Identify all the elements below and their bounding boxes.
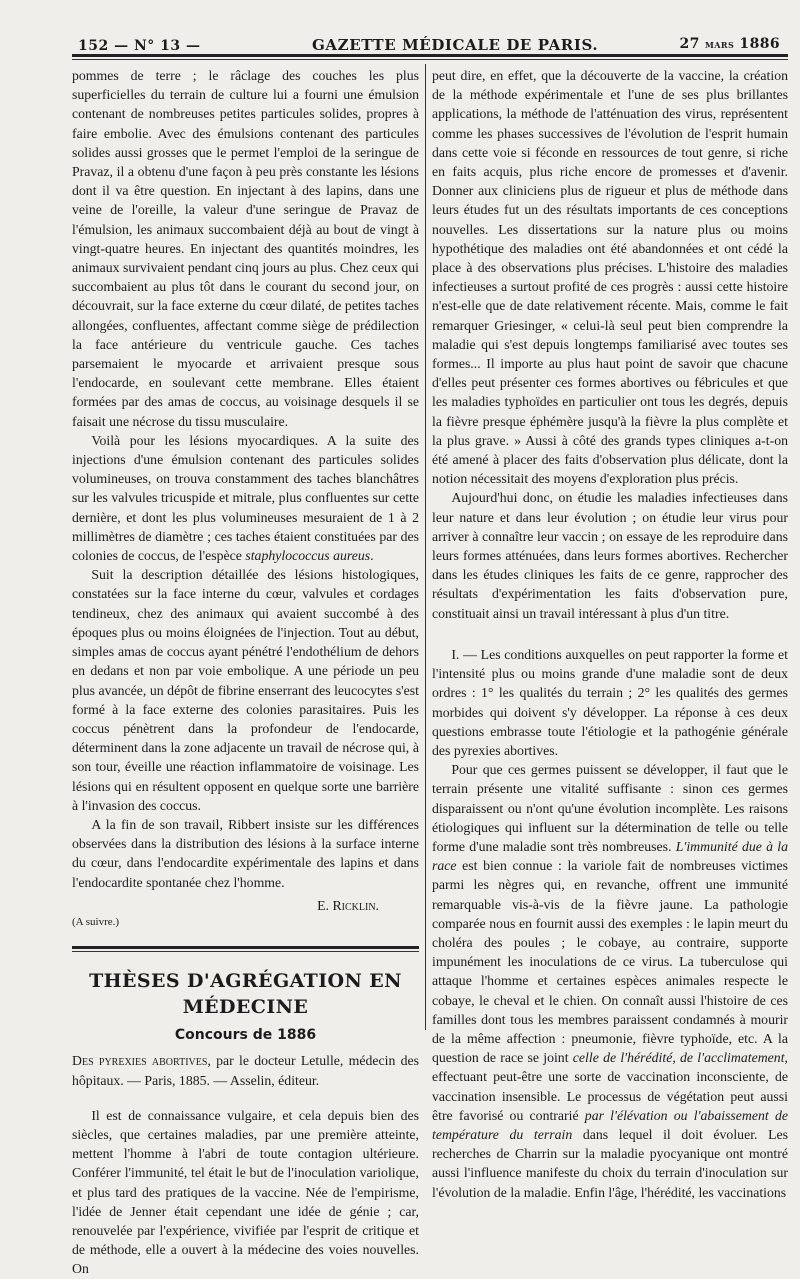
section-subtitle: Concours de 1886 (174, 1027, 317, 1044)
right-paragraph-1: peut dire, en effet, que la découverte de la vaccine, la création de la méthode expérimentale et l'une de ses plus brillantes applications, la méthode de l'atténuation des virus, représentent comme les phases successives de l'évolution de l'esprit humain dans cette voie si féconde en ressources de tout genre, si riche en faits acquis, plus riche encore de promesses et d'avenir. Donner aux cliniciens plus de rigueur et plus de méthode dans leurs études fut un des résultats importants de ces conceptions nouvelles. Les dissertations sur la nature plus ou moins hypothétique des maladies ont été abandonnées et ont cédé la place à des observations plus précises. L'histoire des maladies infectieuses a surtout profité de ces progrès : aussi cette histoire n'est-elle que de date relativement récente. Mais, comme le fait remarquer Griesinger, « celui-là seul peut bien comprendre la maladie qui s'est depuis longtemps familiarisé avec toutes ses formes... Il importe au plus haut point de savoir que chacune d'elles peut présenter ces formes abortives ou fébricules et que les maladies typhoïdes en particulier ont tous les degrés, depuis la fièvre presque éphémère jusqu'à la fièvre la plus complète et la plus grave. » Aussi à côté des grands types cliniques a-t-on été amené à placer des faits d'observation plus délicate, dont la notion nécessitait des moyens d'exploration plus précis. (432, 68, 788, 487)
page-header (0, 0, 800, 60)
header-rule-thick (72, 54, 788, 57)
citation: Des pyrexies abortives, par le docteur Letulle, médecin des hôpitaux. — Paris, 1885. — Asselin, éditeur. (72, 1053, 419, 1088)
right-paragraph-3: I. — Les conditions auxquelles on peut rapporter la forme et l'intensité plus ou moins grande d'une maladie sont de deux ordres : 1° les qualités du terrain ; 2° les qualités des germes morbides qui doivent s'y développer. La réponse à ces deux questions embrasse toute l'étiologie et la pathogénie générale des pyrexies abortives. (432, 646, 788, 758)
section-rule-thick (72, 946, 419, 949)
citation-title: Des pyrexies abortives (72, 1053, 208, 1069)
left-column (72, 66, 419, 1279)
species-name: staphylococcus aureus (245, 548, 371, 564)
page-number: 152 (78, 38, 109, 54)
left-paragraph-5: Il est de connaissance vulgaire, et cela depuis bien des siècles, que certaines maladies, par une première atteinte, mettent l'homme à l'abri de toute contagion ultérieure. Conférer l'immunité, tel était le but de l'inoculation variolique, et plus tard des pratiques de la vaccine. Née de l'empirisme, l'idée de Jenner était cependant une idée de génie ; car, renouvelée par l'expérience, vivifiée par l'esprit de critique et de méthode, elle a ouvert à la médecine des voies nouvelles. On (72, 1107, 419, 1277)
left-paragraph-1: pommes de terre ; le râclage des couches les plus superficielles du terrain de culture lui a fourni une émulsion contenant de nombreuses petites particules solides, propres à faire embolie. Avec des émulsions contenant des particules solides aussi grosses que le permet l'emploi de la seringue de Pravaz, il a obtenu d'une façon à peu près constante les lésions dont il va être question. En injectant à des lapins, dans une veine de l'oreille, la valeur d'une seringue de Pravaz de l'émulsion, les animaux succombaient déjà au bout de vingt à vingt-quatre heures. En injectant des quantités moindres, les animaux survivaient pendant cinq jours au plus. Chez ceux qui succombaient au plus tôt dans le courant du second jour, on découvrait, sur la face externe du cœur dilaté, de petites taches allongées, confluentes, affectant comme siège de prédilection la face antérieure du ventricule gauche. Ces taches parsemaient le myocarde et arrivaient presque sous l'endocarde, en soulevant cette membrane. Elles étaient formées par des amas de coccus, au voisinage desquels il se faisait une nécrose du tissu musculaire. (72, 68, 419, 429)
journal-title: GAZETTE MÉDICALE DE PARIS. (312, 36, 599, 54)
page-number-issue: 152 — N° 13 — (78, 38, 201, 54)
italic-immunity: L'immunité due à la race (432, 838, 789, 874)
section-gap (432, 623, 788, 645)
left-paragraph-4: A la fin de son travail, Ribbert insiste sur les différences observées dans la distribution des lésions à la surface interne du cœur, dans l'endocardite expérimentale des lapins et dans l'endocardite spontanée chez l'homme. (72, 816, 419, 890)
right-paragraph-4: Pour que ces germes puissent se développer, il faut que le terrain présente une vitalité suffisante : sinon ces germes disparaissent ou n'ont qu'une évolution incomplète. Les raisons étiologiques qui influent sur la détermination de telle ou telle forme d'une maladie sont très nombreuses. L'immunité due à la race est bien connue : la variole fait de nombreuses victimes parmi les nègres qui, en revanche, offrent une immunité remarquable vis-à-vis de la fièvre jaune. La pathologie comparée nous en fournit aussi des exemples : le lapin meurt du choléra des poules ; le cobaye, au contraire, supporte impunément les inoculations de ce virus. La tuberculose qui attaque l'homme et certaines espèces animales respecte le cobaye, le cheval et le chien. On connaît aussi l'histoire de ces familles dont tous les membres paraissent condamnés à mourir de la même affection : pneumonie, fièvre typhoïde, etc. A la question de race se joint celle de l'hérédité, de l'acclimatement, effectuant peut-être une sorte de vaccination inconsciente, de vaccination insensible. Le processus de végétation peut aussi être favorisé ou contrarié par l'élévation ou l'abaissement de température du terrain dans lequel il doit évoluer. Les recherches de Charrin sur la maladie pyocyanique ont montré aussi l'influence manifeste du choix du terrain d'inoculation sur l'évolution de la maladie. Enfin l'âge, l'hérédité, les vaccinations (432, 762, 789, 1200)
author-signature: E. Ricklin. (317, 897, 379, 913)
column-divider (425, 64, 426, 1030)
right-paragraph-2: Aujourd'hui donc, on étudie les maladies infectieuses dans leur nature et dans leur évolution ; on étudie leur virus pour arriver à connaître leur vaccin ; on essaye de les reproduire dans leurs formes atténuées, dans leurs formes abortives. Rechercher dans les études cliniques les faits de ce genre, rapprocher des résultats d'expérimentation les faits d'observation pure, constituait ainsi un travail intéressant à plus d'un titre. (432, 490, 788, 621)
left-paragraph-2: Voilà pour les lésions myocardiques. A la suite des injections d'une émulsion contenant des particules solides volumineuses, on trouva constamment des taches blanchâtres sur les valvules tricuspide et mitrale, plus confluentes sur cette dernière, et dont les plus volumineuses mesuraient de 1 à 2 millimètres de diamètre ; ces taches étaient constituées par des colonies de coccus, de l'espèce staphylococcus aureus. (72, 432, 419, 564)
citation-gap (72, 1090, 419, 1106)
header-rule-thin (72, 59, 788, 60)
italic-heredity: celle de l'hérédité, de l'acclimatement (572, 1050, 785, 1066)
date-day: 27 (679, 36, 700, 52)
to-be-continued: (A suivre.) (72, 915, 120, 928)
right-column (432, 66, 788, 1202)
italic-temperature: par l'élévation ou l'abaissement de température du terrain (432, 1107, 788, 1142)
date-year: 1886 (739, 36, 780, 52)
left-paragraph-3: Suit la description détaillée des lésions histologiques, constatées sur la face interne du cœur, valvules et cordages tendineux, chez des animaux qui avaient succombé à des époques plus ou moins éloignées de l'injection. Tout au début, simples amas de coccus ayant pénétré l'endothélium de dehors en dedans et non par voie embolique. A une période un peu plus avancée, un dépôt de fibrine enserrant des leucocytes s'est formé à la face externe des colonies parasitaires. Puis les coccus pénètrent dans la profondeur de l'endocarde, déterminent dans la zone adjacente un travail de nécrose qui, à son tour, éveille une réaction inflammatoire de voisinage. Les lésions qui en résultent opposent en quelque sorte une barrière à l'invasion des coccus. (72, 567, 419, 813)
section-rule-thin (72, 951, 419, 952)
section-title: THÈSES D'AGRÉGATION EN MÉDECINE (89, 970, 402, 1019)
date-month: mars (705, 38, 735, 51)
issue-number: N° 13 (133, 38, 181, 54)
issue-date (679, 36, 780, 52)
